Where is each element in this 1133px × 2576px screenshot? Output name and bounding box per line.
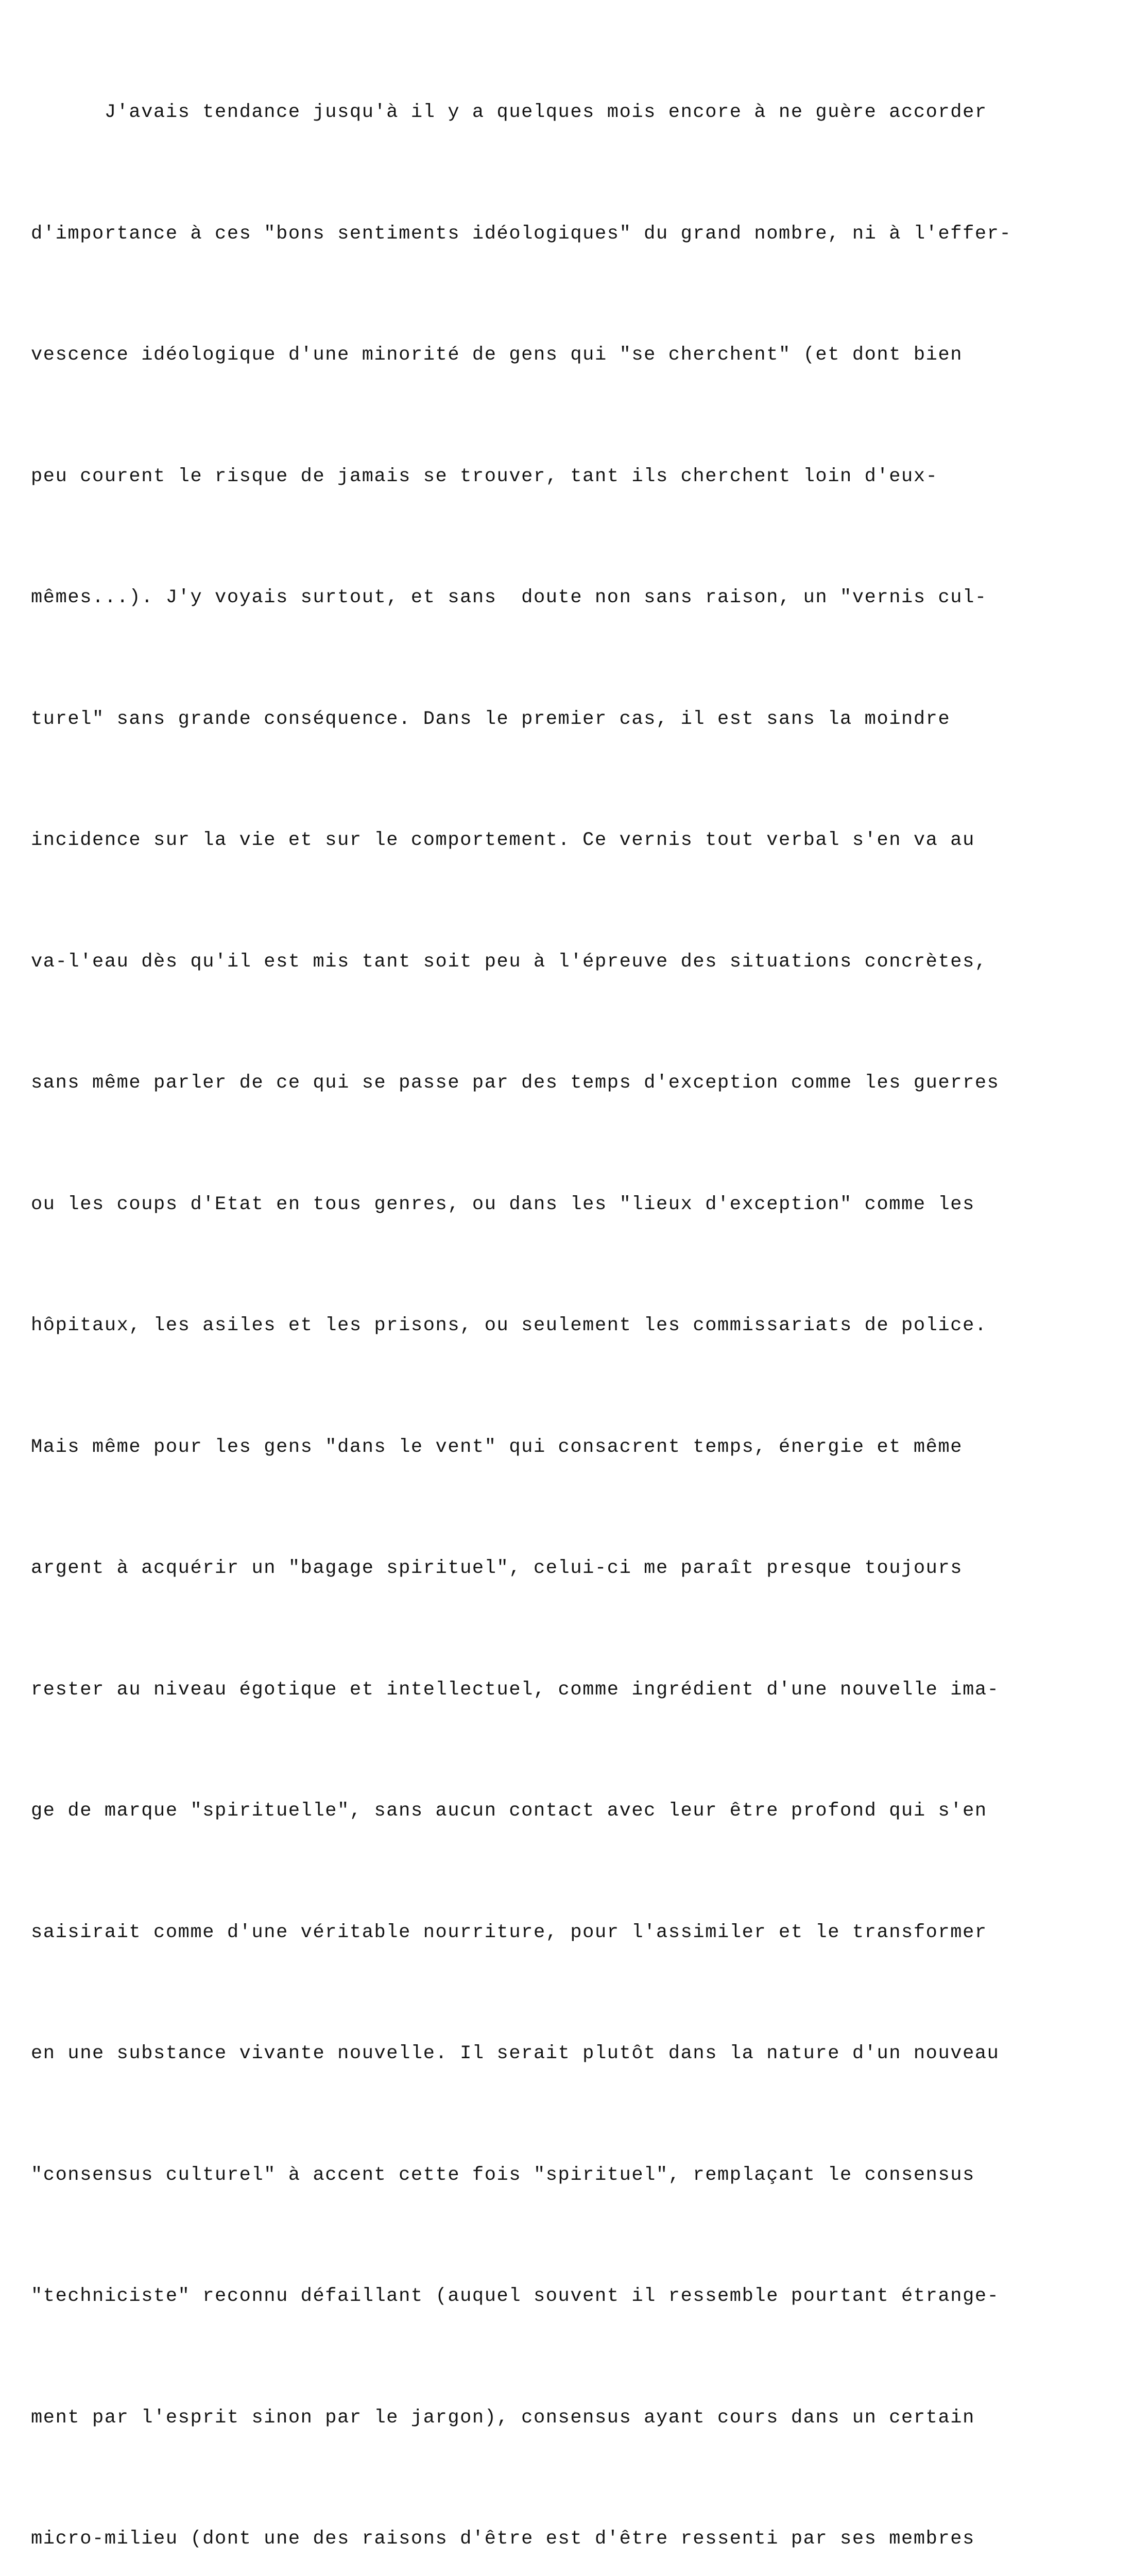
text-line-7: incidence sur la vie et sur le comportement. Ce vernis tout verbal s'en va au [31, 829, 975, 851]
text-line-18: "consensus culturel" à accent cette fois "spirituel", remplaçant le consensus [31, 2164, 975, 2186]
text-line-8: va-l'eau dès qu'il est mis tant soit peu à l'épreuve des situations concrètes, [31, 951, 987, 973]
text-line-1: J'avais tendance jusqu'à il y a quelques mois encore à ne guère accorder [31, 101, 987, 123]
text-line-11: hôpitaux, les asiles et les prisons, ou seulement les commissariats de police. [31, 1315, 987, 1336]
text-line-15: ge de marque "spirituelle", sans aucun contact avec leur être profond qui s'en [31, 1800, 987, 1822]
text-line-10: ou les coups d'Etat en tous genres, ou dans les "lieux d'exception" comme les [31, 1193, 975, 1215]
text-line-17: en une substance vivante nouvelle. Il serait plutôt dans la nature d'un nouveau [31, 2043, 1000, 2064]
text-line-13: argent à acquérir un "bagage spirituel", celui-ci me paraît presque toujours [31, 1557, 963, 1579]
text-line-5: mêmes...). J'y voyais surtout, et sans doute non sans raison, un "vernis cul- [31, 587, 987, 608]
text-line-6: turel" sans grande conséquence. Dans le premier cas, il est sans la moindre [31, 708, 951, 730]
text-line-16: saisirait comme d'une véritable nourriture, pour l'assimiler et le transformer [31, 1921, 987, 1943]
text-line-3: vescence idéologique d'une minorité de gens qui "se cherchent" (et dont bien [31, 344, 963, 366]
text-line-9: sans même parler de ce qui se passe par des temps d'exception comme les guerres [31, 1072, 1000, 1094]
text-line-4: peu courent le risque de jamais se trouver, tant ils cherchent loin d'eux- [31, 465, 938, 487]
text-line-21: micro-milieu (dont une des raisons d'être est d'être ressenti par ses membres [31, 2528, 975, 2550]
text-line-14: rester au niveau égotique et intellectuel, comme ingrédient d'une nouvelle ima- [31, 1679, 1000, 1701]
text-line-2: d'importance à ces "bons sentiments idéologiques" du grand nombre, ni à l'effer- [31, 223, 1012, 245]
text-line-19: "techniciste" reconnu défaillant (auquel souvent il ressemble pourtant étrange- [31, 2285, 1000, 2307]
text-line-20: ment par l'esprit sinon par le jargon), consensus ayant cours dans un certain [31, 2406, 975, 2429]
text-line-12: Mais même pour les gens "dans le vent" qui consacrent temps, énergie et même [31, 1436, 963, 1458]
typed-paragraph [31, 11, 1112, 2576]
